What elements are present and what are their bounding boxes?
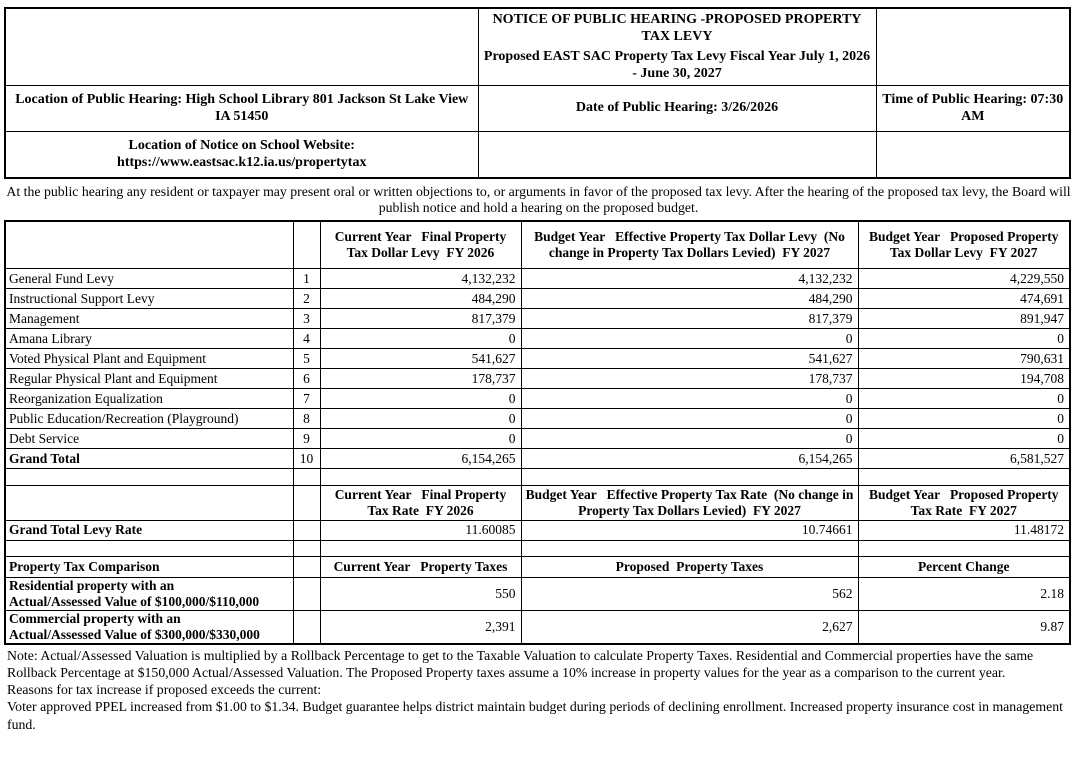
hearing-location: Location of Public Hearing: High School Library 801 Jackson St Lake View IA 51450 <box>5 85 478 131</box>
fund-label: Reorganization Equalization <box>5 389 293 409</box>
rate-header-empty-line <box>293 486 320 521</box>
table-row <box>5 289 1070 309</box>
residential-comparison-row <box>5 577 1070 610</box>
effective-levy-value: 6,154,265 <box>521 449 858 469</box>
comparison-header-row <box>5 556 1070 577</box>
line-number: 2 <box>293 289 320 309</box>
reasons-text: Voter approved PPEL increased from $1.00 to $1.34. Budget guarantee helps district maintain budget during periods of declining enrollment. Increased property insurance cost in management fund. <box>7 699 1063 732</box>
table-row <box>5 409 1070 429</box>
commercial-percent-change: 9.87 <box>858 610 1070 643</box>
fund-label: Regular Physical Plant and Equipment <box>5 369 293 389</box>
effective-levy-value: 0 <box>521 429 858 449</box>
col-effective-tax-rate: Budget Year Effective Property Tax Rate (No change in Property Tax Dollars Levied) FY 2027 <box>521 486 858 521</box>
residential-current-taxes: 550 <box>320 577 521 610</box>
line-number: 6 <box>293 369 320 389</box>
proposed-levy-value: 0 <box>858 329 1070 349</box>
effective-levy-value: 178,737 <box>521 369 858 389</box>
spacer-row <box>5 469 1070 486</box>
table-row <box>5 389 1070 409</box>
website-url: https://www.eastsac.k12.ia.us/propertytax <box>117 155 367 171</box>
current-rate-value: 11.60085 <box>320 520 521 540</box>
current-levy-value: 0 <box>320 429 521 449</box>
table-row <box>5 369 1070 389</box>
current-levy-value: 178,737 <box>320 369 521 389</box>
line-number: 3 <box>293 309 320 329</box>
proposed-levy-value: 4,229,550 <box>858 269 1070 289</box>
grand-total-row <box>5 449 1070 469</box>
proposed-levy-value: 0 <box>858 429 1070 449</box>
proposed-levy-value: 891,947 <box>858 309 1070 329</box>
proposed-rate-value: 11.48172 <box>858 520 1070 540</box>
col-proposed-dollar-levy: Budget Year Proposed Property Tax Dollar Levy FY 2027 <box>858 221 1070 269</box>
current-levy-value: 6,154,265 <box>320 449 521 469</box>
current-levy-value: 817,379 <box>320 309 521 329</box>
col-effective-dollar-levy: Budget Year Effective Property Tax Dollar Levy (No change in Property Tax Dollars Levied) FY 2027 <box>521 221 858 269</box>
website-empty-cell-2 <box>876 131 1070 178</box>
header-empty-cell-right <box>876 8 1070 85</box>
current-levy-value: 0 <box>320 329 521 349</box>
col-current-year-tax-rate: Current Year Final Property Tax Rate FY 2026 <box>320 486 521 521</box>
commercial-comparison-row <box>5 610 1070 643</box>
effective-levy-value: 817,379 <box>521 309 858 329</box>
table-row <box>5 329 1070 349</box>
col-proposed-tax-rate: Budget Year Proposed Property Tax Rate FY 2027 <box>858 486 1070 521</box>
line-number: 5 <box>293 349 320 369</box>
effective-rate-value: 10.74661 <box>521 520 858 540</box>
grand-total-label: Grand Total <box>5 449 293 469</box>
commercial-proposed-taxes: 2,627 <box>521 610 858 643</box>
effective-levy-value: 0 <box>521 329 858 349</box>
fund-label: General Fund Levy <box>5 269 293 289</box>
effective-levy-value: 4,132,232 <box>521 269 858 289</box>
current-levy-value: 4,132,232 <box>320 269 521 289</box>
current-levy-value: 0 <box>320 389 521 409</box>
effective-levy-value: 484,290 <box>521 289 858 309</box>
proposed-levy-value: 6,581,527 <box>858 449 1070 469</box>
notice-title: NOTICE OF PUBLIC HEARING -PROPOSED PROPERTY TAX LEVY <box>492 12 862 45</box>
levy-header-empty-line <box>293 221 320 269</box>
current-levy-value: 484,290 <box>320 289 521 309</box>
fund-label: Debt Service <box>5 429 293 449</box>
line-number-empty <box>293 577 320 610</box>
line-number: 4 <box>293 329 320 349</box>
hearing-time: Time of Public Hearing: 07:30 AM <box>876 85 1070 131</box>
reasons-label: Reasons for tax increase if proposed exceeds the current: <box>7 682 322 698</box>
spacer-row <box>5 540 1070 556</box>
residential-percent-change: 2.18 <box>858 577 1070 610</box>
proposed-levy-value: 474,691 <box>858 289 1070 309</box>
notice-title-cell <box>478 8 876 85</box>
levy-rate-label: Grand Total Levy Rate <box>5 520 293 540</box>
comparison-header-empty-line <box>293 556 320 577</box>
proposed-levy-value: 0 <box>858 389 1070 409</box>
proposed-levy-value: 790,631 <box>858 349 1070 369</box>
col-percent-change: Percent Change <box>858 556 1070 577</box>
notice-header-table <box>4 7 1071 179</box>
rate-header-row <box>5 486 1070 521</box>
fund-label: Voted Physical Plant and Equipment <box>5 349 293 369</box>
levy-detail-table <box>4 220 1071 645</box>
grand-total-levy-rate-row <box>5 520 1070 540</box>
line-number: 10 <box>293 449 320 469</box>
levy-header-empty-label <box>5 221 293 269</box>
levy-header-row <box>5 221 1070 269</box>
table-row <box>5 309 1070 329</box>
line-number: 1 <box>293 269 320 289</box>
effective-levy-value: 0 <box>521 389 858 409</box>
col-current-property-taxes: Current Year Property Taxes <box>320 556 521 577</box>
fund-label: Management <box>5 309 293 329</box>
effective-levy-value: 0 <box>521 409 858 429</box>
notice-subtitle: Proposed EAST SAC Property Tax Levy Fiscal Year July 1, 2026 - June 30, 2027 <box>483 49 871 82</box>
commercial-label: Commercial property with an Actual/Assessed Value of $300,000/$330,000 <box>5 610 293 643</box>
line-number: 7 <box>293 389 320 409</box>
website-notice-cell <box>5 131 478 178</box>
comparison-title: Property Tax Comparison <box>5 556 293 577</box>
residential-label: Residential property with an Actual/Assessed Value of $100,000/$110,000 <box>5 577 293 610</box>
line-number: 9 <box>293 429 320 449</box>
current-levy-value: 541,627 <box>320 349 521 369</box>
public-hearing-statement: At the public hearing any resident or taxpayer may present oral or written objections to, or arguments in favor of the proposed tax levy. After the hearing of the proposed tax levy, the Board will publish notice and hold a hearing on the proposed budget. <box>6 184 1071 216</box>
proposed-levy-value: 194,708 <box>858 369 1070 389</box>
proposed-levy-value: 0 <box>858 409 1070 429</box>
website-notice-label: Location of Notice on School Website: <box>128 138 355 154</box>
line-number-empty <box>293 520 320 540</box>
hearing-date: Date of Public Hearing: 3/26/2026 <box>478 85 876 131</box>
col-current-year-dollar-levy: Current Year Final Property Tax Dollar Levy FY 2026 <box>320 221 521 269</box>
website-empty-cell-1 <box>478 131 876 178</box>
line-number-empty <box>293 610 320 643</box>
effective-levy-value: 541,627 <box>521 349 858 369</box>
rate-header-empty-label <box>5 486 293 521</box>
table-row <box>5 429 1070 449</box>
line-number: 8 <box>293 409 320 429</box>
current-levy-value: 0 <box>320 409 521 429</box>
col-proposed-property-taxes: Proposed Property Taxes <box>521 556 858 577</box>
fund-label: Public Education/Recreation (Playground) <box>5 409 293 429</box>
commercial-current-taxes: 2,391 <box>320 610 521 643</box>
fund-label: Amana Library <box>5 329 293 349</box>
table-row <box>5 269 1070 289</box>
table-row <box>5 349 1070 369</box>
footnotes <box>4 647 1073 733</box>
residential-proposed-taxes: 562 <box>521 577 858 610</box>
header-empty-cell-left <box>5 8 478 85</box>
rollback-note: Note: Actual/Assessed Valuation is multiplied by a Rollback Percentage to get to the Taxable Valuation to calculate Property Taxes. Residential and Commercial properties have the same Rollback Percentage at $150,000 Actual/Assessed Valuation. The Proposed Property taxes assume a 10% increase in property values for the year as a comparison to the current year. <box>7 647 1034 680</box>
fund-label: Instructional Support Levy <box>5 289 293 309</box>
